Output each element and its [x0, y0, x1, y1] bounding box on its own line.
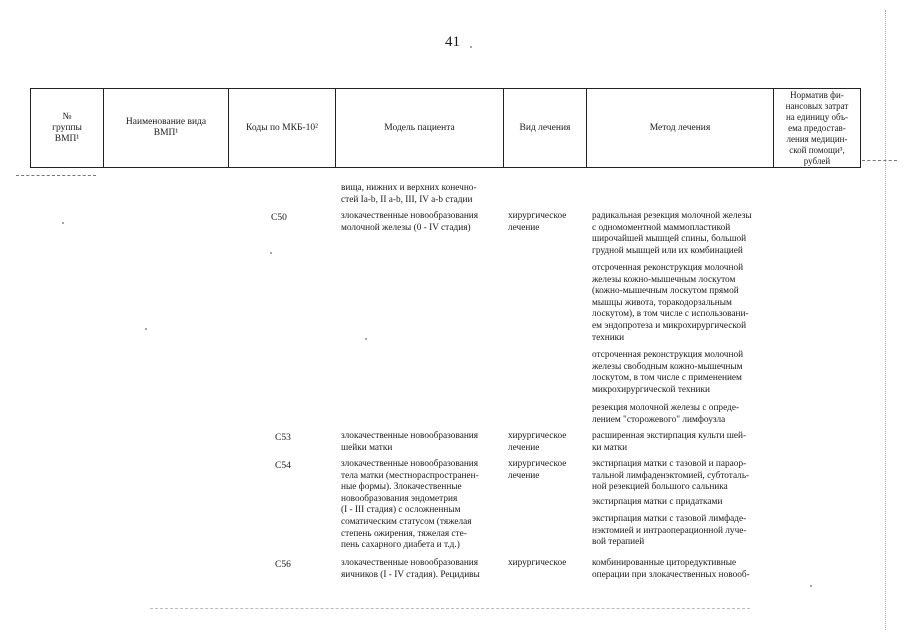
treatment-type: хирургическое лечение [508, 459, 567, 481]
patient-model: злокачественные новообразования яичников (I - IV стадия). Рецидивы [341, 558, 480, 580]
treatment-type: хирургическое [508, 558, 567, 568]
icd-code: C50 [271, 213, 287, 223]
treatment-type: хирургическое лечение [508, 431, 567, 453]
page-number: 41 [445, 34, 460, 50]
scan-speck [365, 338, 367, 340]
treatment-method: радикальная резекция молочной железы с одномоментной маммопластикой широчайшей мышцей спины, большой грудной мышцей или их комбинацией [592, 211, 752, 256]
patient-model: злокачественные новообразования тела матки (местнораспространен- ные формы). Злокачественные новообразования эндометрия (I - III стадия) с осложненным соматическим статусом (тяжелая степень ожирения, тяжелая сте- пень сахарного диабета и т.д.) [341, 459, 479, 551]
icd-code: C53 [275, 433, 291, 443]
model-continuation: вища, нижних и верхних конечно- стей Ia-b, II a-b, III, IV a-b стадии [341, 183, 477, 205]
patient-model: злокачественные новообразования шейки матки [341, 431, 479, 453]
treatment-method: экстирпация матки с тазовой и парaор- тальной лимфаденэктомией, субтоталь- ной резекцией большого сальника [592, 459, 750, 493]
treatment-method: отсроченная реконструкция молочной железы кожно-мышечным лоскутом (кожно-мышечным лоскутом прямой мышцы живота, торакодорзальным лоскутом), в том числе с использовани- ем эндопротеза и микрохирургической техники [592, 263, 749, 343]
treatment-method: расширенная экстирпация культи шей- ки матки [592, 431, 747, 453]
scan-artifact-line [150, 608, 750, 609]
header-group-number: № группы ВМП¹ [52, 111, 82, 144]
treatment-method: отсроченная реконструкция молочной железы свободным кожно-мышечным лоскутом, в том числе с применением микрохирургической техники [592, 350, 744, 395]
treatment-method: резекция молочной железы с опреде- лением "сторожевого" лимфоузла [592, 403, 740, 425]
scan-speck [470, 46, 472, 48]
treatment-method: экстирпация матки с придатками [592, 497, 723, 507]
header-bottom-border [30, 167, 860, 168]
scan-artifact-line [16, 175, 96, 176]
header-treatment-type: Вид лечения [519, 122, 571, 133]
header-financial-norm: Норматив фи- нансовых затрат на единицу объ- ема предостав- ления медицин- ской помощи³, рублей [785, 89, 849, 166]
treatment-method: комбинированные циторедуктивные операции при злокачественных новооб- [592, 558, 750, 580]
header-treatment-method: Метод лечения [649, 122, 711, 133]
header-patient-model: Модель пациента [384, 122, 455, 133]
icd-code: C54 [275, 461, 291, 471]
scan-speck [62, 222, 64, 224]
header-vmp-name: Наименование вида ВМП¹ [125, 117, 207, 138]
header-icd-codes: Коды по МКБ-10² [246, 122, 318, 133]
scan-artifact-line [862, 160, 897, 161]
scan-edge [885, 10, 887, 630]
scan-speck [270, 252, 272, 254]
treatment-type: хирургическое лечение [508, 211, 567, 233]
icd-code: C56 [275, 560, 291, 570]
header-divider [860, 88, 861, 168]
scan-speck [145, 328, 147, 330]
patient-model: злокачественные новообразования молочной железы (0 - IV стадия) [341, 211, 479, 233]
treatment-method: экстирпация матки с тазовой лимфаде- нэктомией и интраоперационной луче- вой терапией [592, 514, 747, 548]
scan-speck [810, 585, 812, 587]
